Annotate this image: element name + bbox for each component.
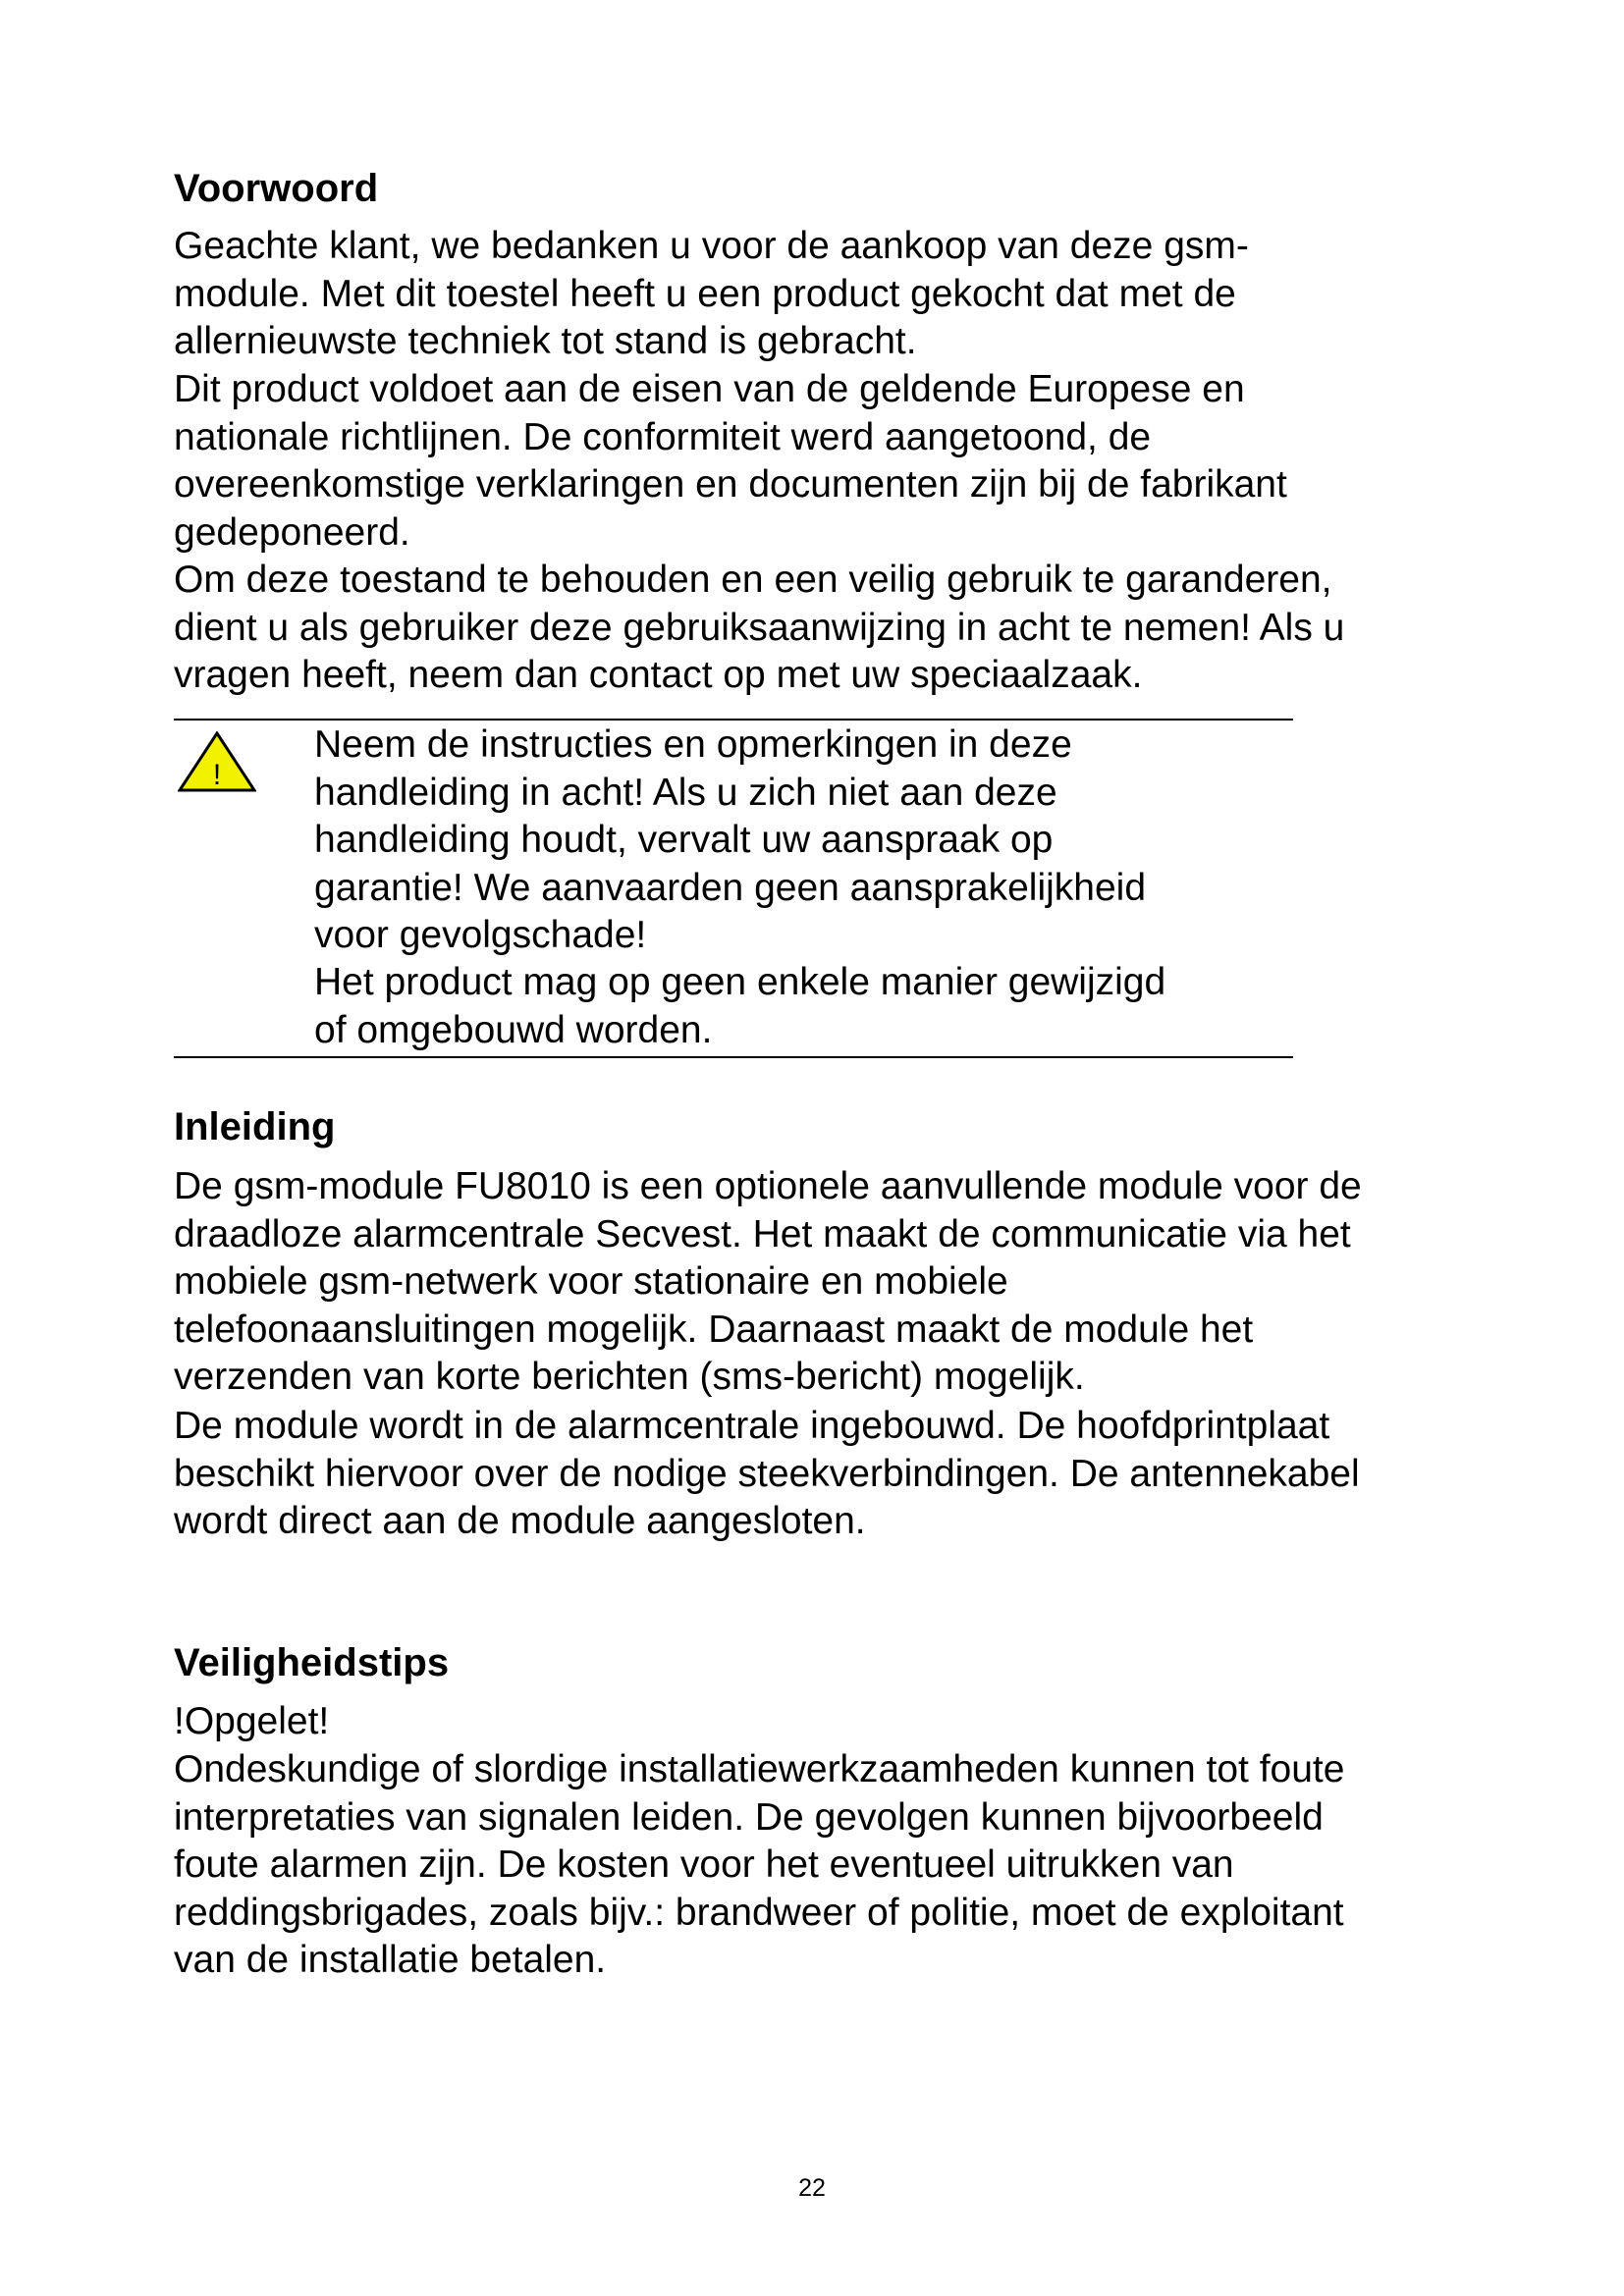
warning-triangle-icon bbox=[178, 731, 256, 792]
veiligheidstips-notice: !Opgelet! bbox=[174, 1700, 330, 1742]
warning-text-2: Het product mag op geen enkele manier gewijzigd of omgebouwd worden. bbox=[314, 961, 1166, 1051]
heading-voorwoord: Voorwoord bbox=[174, 167, 379, 210]
heading-veiligheidstips: Veiligheidstips bbox=[174, 1641, 450, 1684]
heading-inleiding: Inleiding bbox=[174, 1105, 336, 1148]
inleiding-paragraph-2: De module wordt in de alarmcentrale ingebouwd. De hoofdprintplaat beschikt hiervoor over de nodige steekverbindingen. De antennekabel wordt direct aan de module aangesloten. bbox=[174, 1405, 1360, 1542]
warning-text-1: Neem de instructies en opmerkingen in deze handleiding in acht! Als u zich niet aan deze handleiding houdt, vervalt uw aanspraak op garantie! We aanvaarden geen aansprakelijkheid voor gevolgschade! bbox=[314, 723, 1147, 956]
voorwoord-paragraph-1: Geachte klant, we bedanken u voor de aankoop van deze gsm- module. Met dit toestel heeft u een product gekocht dat met de allernieuwste techniek tot stand is gebracht. bbox=[174, 225, 1249, 362]
inleiding-paragraph-1: De gsm-module FU8010 is een optionele aanvullende module voor de draadloze alarmcentrale Secvest. Het maakt de communicatie via het mobiele gsm-netwerk voor stationaire en mobiele telefoonaansluitingen mogelijk. Daarnaast maakt de module het verzenden van korte berichten (sms-bericht) mogelijk. bbox=[174, 1165, 1362, 1398]
page-number: 22 bbox=[798, 2174, 826, 2202]
warning-top-rule bbox=[174, 719, 1293, 721]
veiligheidstips-paragraph: Ondeskundige of slordige installatiewerkzaamheden kunnen tot foute interpretaties van signalen leiden. De gevolgen kunnen bijvoorbeeld foute alarmen zijn. De kosten voor het eventueel uitrukken van reddingsbrigades, zoals bijv.: brandweer of politie, moet de exploitant van de installatie betalen. bbox=[174, 1748, 1345, 1981]
warning-bottom-rule bbox=[174, 1056, 1293, 1058]
warning-exclamation-mark: ! bbox=[212, 759, 222, 791]
voorwoord-paragraph-2: Dit product voldoet aan de eisen van de geldende Europese en nationale richtlijnen. De conformiteit werd aangetoond, de overeenkomstige verklaringen en documenten zijn bij de fabrikant gedeponeerd. bbox=[174, 368, 1287, 554]
voorwoord-paragraph-3: Om deze toestand te behouden en een veilig gebruik te garanderen, dient u als gebruiker deze gebruiksaanwijzing in acht te nemen! Als u vragen heeft, neem dan contact op met uw speciaalzaak. bbox=[174, 559, 1345, 696]
